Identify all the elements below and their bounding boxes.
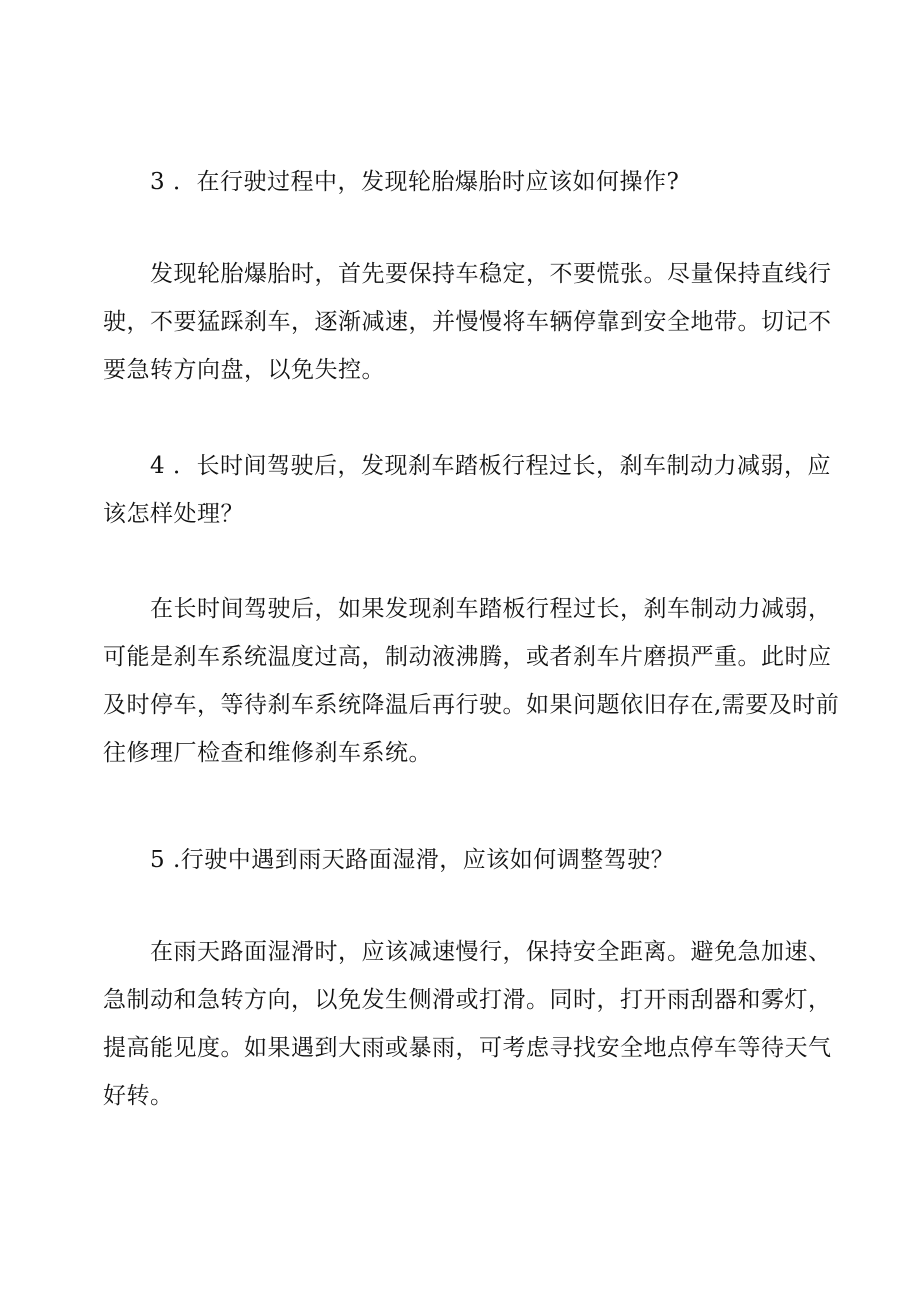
answer-5-line-4: 好转。 bbox=[103, 1083, 174, 1109]
answer-3-line-2: 驶，不要猛踩刹车，逐渐减速，并慢慢将车辆停靠到安全地带。切记不 bbox=[103, 309, 832, 335]
question-4-line-1: 4 ．长时间驾驶后，发现刹车踏板行程过长，刹车制动力减弱，应 bbox=[150, 453, 831, 479]
question-4-line-2: 该怎样处理？ bbox=[103, 501, 244, 527]
answer-4-line-3: 及时停车，等待刹车系统降温后再行驶。如果问题依旧存在,需要及时前 bbox=[103, 692, 840, 718]
answer-5-line-3: 提高能见度。如果遇到大雨或暴雨，可考虑寻找安全地点停车等待天气 bbox=[103, 1035, 832, 1061]
answer-4-line-1: 在长时间驾驶后，如果发现刹车踏板行程过长，刹车制动力减弱， bbox=[150, 596, 832, 622]
answer-5-line-1: 在雨天路面湿滑时，应该减速慢行，保持安全距离。避免急加速、 bbox=[150, 939, 832, 965]
answer-4-line-2: 可能是刹车系统温度过高，制动液沸腾，或者刹车片磨损严重。此时应 bbox=[103, 644, 832, 670]
answer-4-line-4: 往修理厂检查和维修刹车系统。 bbox=[103, 740, 432, 766]
answer-3-line-3: 要急转方向盘，以免失控。 bbox=[103, 357, 385, 383]
answer-3-line-1: 发现轮胎爆胎时，首先要保持车稳定，不要慌张。尽量保持直线行 bbox=[150, 261, 832, 287]
question-5-line-1: 5 .行驶中遇到雨天路面湿滑，应该如何调整驾驶？ bbox=[150, 847, 675, 873]
answer-5-line-2: 急制动和急转方向，以免发生侧滑或打滑。同时，打开雨刮器和雾灯， bbox=[103, 987, 832, 1013]
question-3-line-1: 3 ．在行驶过程中，发现轮胎爆胎时应该如何操作? bbox=[150, 169, 680, 195]
